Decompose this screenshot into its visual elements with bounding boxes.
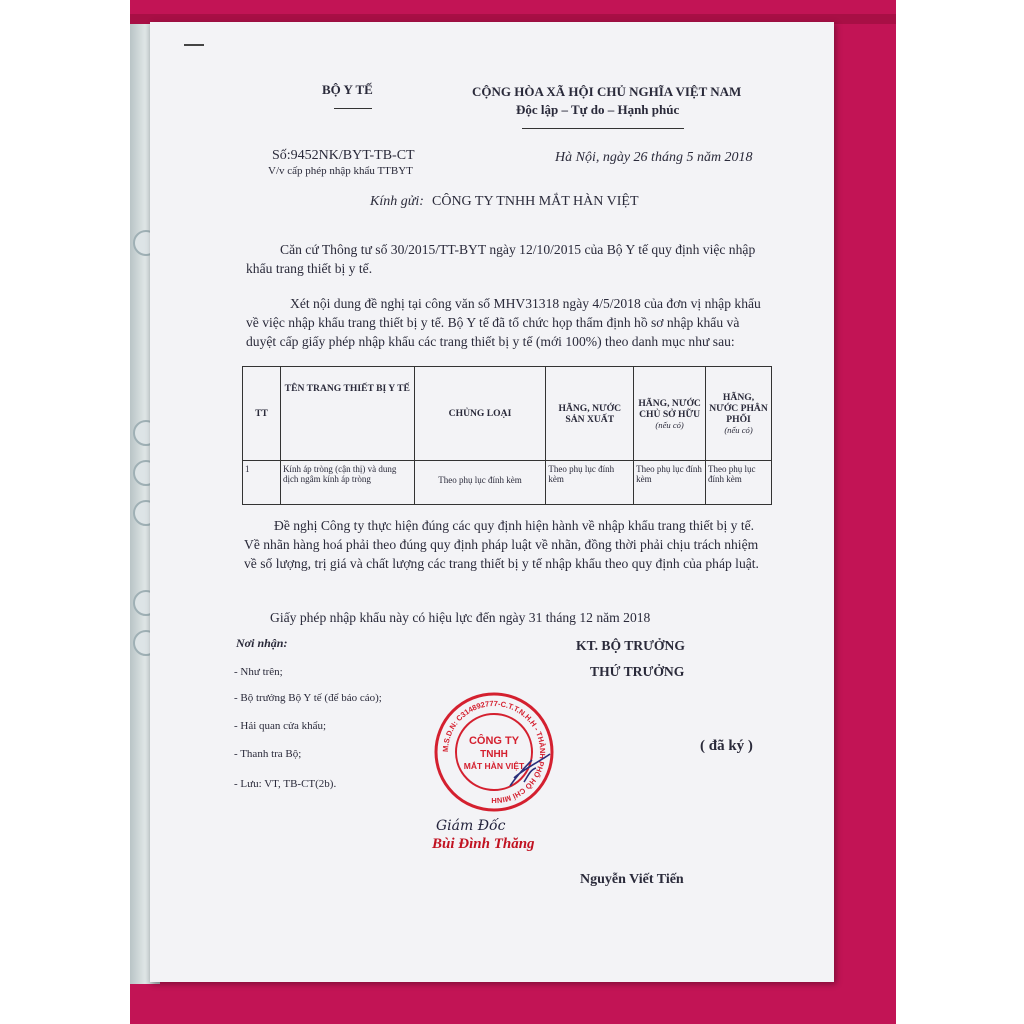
stamp-line-1: CÔNG TY — [468, 735, 520, 747]
motto-underline — [522, 128, 684, 129]
recipients-title: Nơi nhận: — [236, 636, 288, 650]
document-page — [150, 22, 834, 982]
validity-statement: Giấy phép nhập khẩu này có hiệu lực đến ngày 31 tháng 12 năm 2018 — [270, 610, 651, 625]
document-subject: V/v cấp phép nhập khẩu TTBYT — [268, 165, 413, 177]
stamp-line-3: MẮT HÀN VIỆT — [463, 761, 525, 771]
recipient-item: - Bộ trưởng Bộ Y tế (để báo cáo); — [234, 692, 382, 704]
paragraph-legal-basis: Căn cứ Thông tư số 30/2015/TT-BYT ngày 12/10/2015 của Bộ Y tế quy định việc nhập khẩu trang thiết bị y tế. — [246, 242, 756, 276]
director-name: Bùi Đình Thăng — [432, 836, 535, 852]
paragraph-review: Xét nội dung đề nghị tại công văn số MHV31318 ngày 4/5/2018 của đơn vị nhập khẩu về việc nhập khẩu trang thiết bị y tế. Bộ Y tế đã tổ chức họp thẩm định hồ sơ nhập khẩu và duyệt cấp giấy phép nhập khẩu các trang thiết bị y tế (mới 100%) theo danh mục như sau: — [246, 296, 761, 349]
paper-mark — [184, 44, 204, 46]
national-motto: Độc lập – Tự do – Hạnh phúc — [516, 102, 680, 117]
table-header-row — [243, 367, 772, 461]
col-header-name: TÊN TRANG THIẾT BỊ Y TẾ — [280, 367, 414, 461]
cell-distributor: Theo phụ lục đính kèm — [706, 461, 772, 505]
stamp-line-2: TNHH — [480, 749, 508, 760]
ministry-name: BỘ Y TẾ — [322, 82, 373, 97]
recipient-name: CÔNG TY TNHH MẮT HÀN VIỆT — [432, 194, 639, 209]
cell-tt: 1 — [243, 461, 281, 505]
recipient-item: - Như trên; — [234, 666, 283, 678]
col-header-distributor-label: HÃNG, NƯỚC PHÂN PHỐI — [709, 392, 768, 425]
recipient-label: Kính gửi: — [370, 194, 424, 209]
col-header-distributor — [706, 367, 772, 461]
col-header-type: CHỦNG LOẠI — [414, 367, 546, 461]
equipment-table — [242, 366, 772, 505]
deputy-minister-title: KT. BỘ TRƯỞNG — [576, 638, 685, 653]
table-row — [243, 461, 772, 505]
official-name: Nguyễn Viết Tiến — [580, 872, 684, 887]
cell-maker: Theo phụ lục đính kèm — [546, 461, 634, 505]
place-and-date: Hà Nội, ngày 26 tháng 5 năm 2018 — [555, 150, 753, 165]
recipient-item: - Thanh tra Bộ; — [234, 748, 302, 760]
cell-owner: Theo phụ lục đính kèm — [634, 461, 706, 505]
col-header-maker: HÃNG, NƯỚC SẢN XUẤT — [546, 367, 634, 461]
stamp-ring-text: M.S.D.N: C314892777-C.T.T.N.H.H - THÀNH PHỐ HỒ CHÍ MINH — [440, 698, 548, 806]
cell-name: Kính áp tròng (cận thị) và dung dịch ngâm kính áp tròng — [280, 461, 414, 505]
republic-name: CỘNG HÒA XÃ HỘI CHỦ NGHĨA VIỆT NAM — [472, 84, 742, 99]
col-header-owner-note: (nếu có) — [655, 419, 684, 430]
ministry-underline — [334, 108, 372, 109]
company-stamp-icon — [432, 690, 556, 814]
paragraph-requirements: Đề nghị Công ty thực hiện đúng các quy định hiện hành về nhập khẩu trang thiết bị y tế. Về nhãn hàng hoá phải theo đúng quy định pháp luật về nhãn, đồng thời phải chịu trách nhiệm về số lượng, trị giá và chất lượng các trang thiết bị y tế nhập khẩu theo quy định của pháp luật. — [244, 518, 759, 571]
vice-minister-title: THỨ TRƯỞNG — [590, 664, 685, 679]
cell-type: Theo phụ lục đính kèm — [414, 461, 546, 505]
recipient-item: - Lưu: VT, TB-CT(2b). — [234, 778, 337, 790]
director-signature-title: Giám Đốc — [436, 818, 506, 834]
col-header-owner — [634, 367, 706, 461]
document-number: Số:9452NK/BYT-TB-CT — [272, 148, 415, 163]
signed-mark: ( đã ký ) — [700, 738, 753, 754]
col-header-tt: TT — [243, 367, 281, 461]
recipient-item: - Hải quan cửa khẩu; — [234, 720, 327, 732]
col-header-owner-label: HÃNG, NƯỚC CHỦ SỞ HỮU — [638, 397, 701, 420]
col-header-distributor-note: (nếu có) — [724, 425, 753, 435]
